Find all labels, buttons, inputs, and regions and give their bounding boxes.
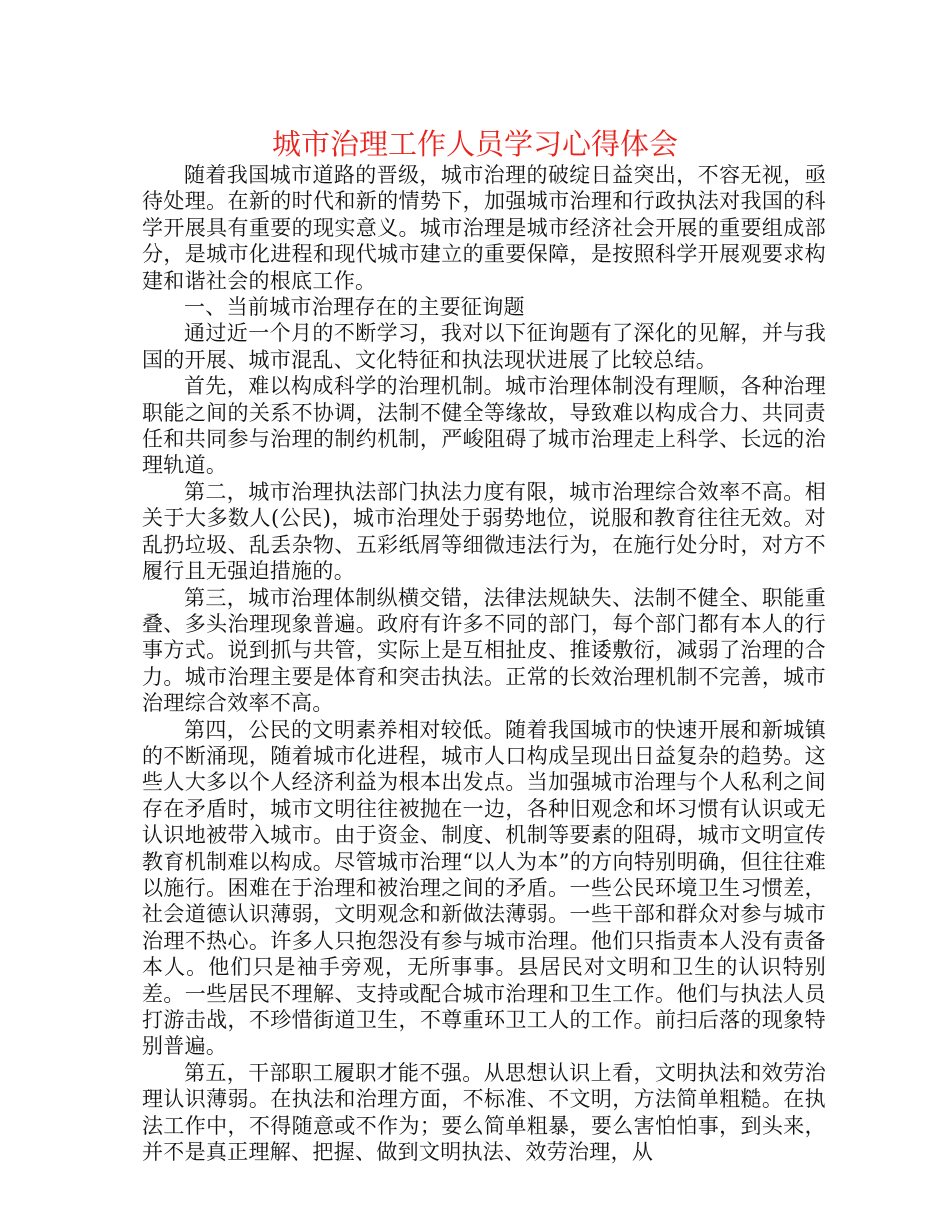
paragraph-fifth: 第五，干部职工履职才能不强。从思想认识上看，文明执法和效劳治理认识薄弱。在执法和治理方面，不标准、不文明，方法简单粗糙。在执法工作中，不得随意或不作为；要么简单粗暴，要么害怕怕事，到头来，并不是真正理解、把握、做到文明执法、效劳治理，从 — [142, 1060, 826, 1165]
paragraph-fourth: 第四，公民的文明素养相对较低。随着我国城市的快速开展和新城镇的不断涌现，随着城市化进程，城市人口构成呈现出日益复杂的趋势。这些人大多以个人经济利益为根本出发点。当加强城市治理与个人私利之间存在矛盾时，城市文明往往被抛在一边，各种旧观念和坏习惯有认识或无认识地被带入城市。由于资金、制度、机制等要素的阻碍，城市文明宣传教育机制难以构成。尽管城市治理“以人为本”的方向特别明确，但往往难以施行。困难在于治理和被治理之间的矛盾。一些公民环境卫生习惯差，社会道德认识薄弱，文明观念和新做法薄弱。一些干部和群众对参与城市治理不热心。许多人只抱怨没有参与城市治理。他们只指责本人没有责备本人。他们只是袖手旁观，无所事事。县居民对文明和卫生的认识特别差。一些居民不理解、支持或配合城市治理和卫生工作。他们与执法人员打游击战，不珍惜街道卫生，不尊重环卫工人的工作。前扫后落的现象特别普遍。 — [142, 717, 826, 1059]
document-body — [142, 162, 826, 1165]
paragraph-second: 第二，城市治理执法部门执法力度有限，城市治理综合效率不高。相关于大多数人(公民)，城市治理处于弱势地位，说服和教育往往无效。对乱扔垃圾、乱丢杂物、五彩纸屑等细微违法行为，在施行处分时，对方不履行且无强迫措施的。 — [142, 479, 826, 584]
paragraph-third: 第三，城市治理体制纵横交错，法律法规缺失、法制不健全、职能重叠、多头治理现象普遍。政府有许多不同的部门，每个部门都有本人的行事方式。说到抓与共管，实际上是互相扯皮、推诿敷衍，减弱了治理的合力。城市治理主要是体育和突击执法。正常的长效治理机制不完善，城市治理综合效率不高。 — [142, 585, 826, 716]
section-heading: 一、当前城市治理存在的主要征询题 — [184, 295, 525, 320]
paragraph-study: 通过近一个月的不断学习，我对以下征询题有了深化的见解，并与我国的开展、城市混乱、文化特征和执法现状进展了比较总结。 — [142, 321, 826, 372]
paragraph-first: 首先，难以构成科学的治理机制。城市治理体制没有理顺，各种治理职能之间的关系不协调，法制不健全等缘故，导致难以构成合力、共同责任和共同参与治理的制约机制，严峻阻碍了城市治理走上科学、长远的治理轨道。 — [142, 374, 826, 478]
document-title: 城市治理工作人员学习心得体会 — [271, 127, 678, 161]
paragraph-intro: 随着我国城市道路的晋级，城市治理的破绽日益突出，不容无视，亟待处理。在新的时代和新的情势下，加强城市治理和行政执法对我国的科学开展具有重要的现实意义。城市治理是城市经济社会开展的重要组成部分，是城市化进程和现代城市建立的重要保障，是按照科学开展观要求构建和谐社会的根底工作。 — [142, 163, 826, 293]
